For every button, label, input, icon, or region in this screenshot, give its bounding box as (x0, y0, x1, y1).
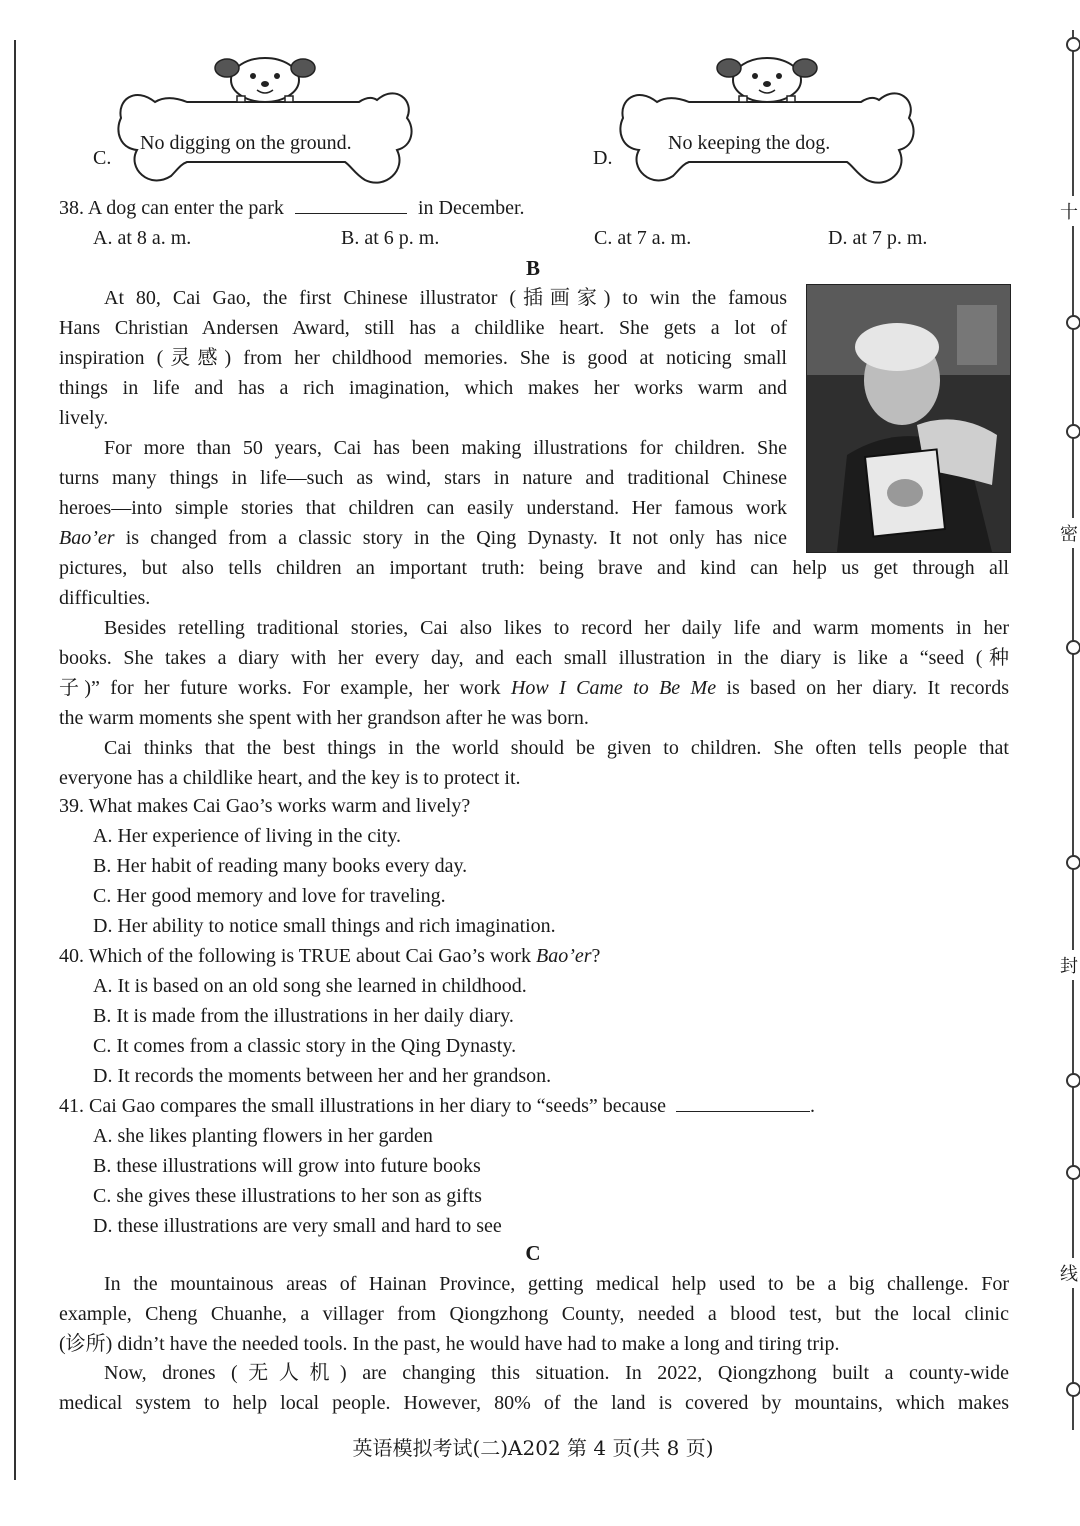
answer-blank (295, 195, 407, 214)
paragraph-line: example, Cheng Chuanhe, a villager from Qiongzhong County, needed a blood test, but the local clinic (59, 1303, 1009, 1325)
question-41-option-c: C. she gives these illustrations to her son as gifts (93, 1185, 482, 1207)
binding-char: 线 (1060, 1258, 1078, 1288)
binding-char: 密 (1060, 518, 1078, 548)
bone-sign-icon (617, 50, 917, 195)
binding-char: 封 (1060, 950, 1078, 980)
paragraph-text: is changed from a classic story in the Qing Dynasty. It not only has nice (114, 527, 787, 549)
book-title: How I Came to Be Me (510, 677, 717, 699)
question-text: 40. Which of the following is TRUE about Cai Gao’s work (59, 945, 536, 967)
question-41-stem (59, 1091, 1009, 1121)
question-39-option-a: A. Her experience of living in the city. (93, 825, 402, 847)
binding-hole (1066, 1165, 1080, 1180)
paragraph-line: In the mountainous areas of Hainan Province, getting medical help used to be a big challenge. For (104, 1273, 1009, 1295)
paragraph-line (59, 673, 1009, 703)
sign-text: No digging on the ground. (140, 132, 352, 154)
question-41-option-b: B. these illustrations will grow into future books (93, 1155, 481, 1177)
paragraph-line: Cai thinks that the best things in the world should be given to children. She often tells people that (104, 737, 1009, 759)
paragraph-line (59, 523, 787, 553)
question-40-option-a: A. It is based on an old song she learned in childhood. (93, 975, 527, 997)
binding-hole (1066, 640, 1080, 655)
binding-hole (1066, 315, 1080, 330)
question-40-option-b: B. It is made from the illustrations in her daily diary. (93, 1005, 514, 1027)
paragraph-line: everyone has a childlike heart, and the key is to protect it. (59, 767, 521, 789)
question-38-option-b: B. at 6 p. m. (341, 227, 440, 249)
paragraph-line: Besides retelling traditional stories, Cai also likes to record her daily life and warm moments in her (104, 617, 1009, 639)
sign-text: No keeping the dog. (668, 132, 831, 154)
paragraph-line: difficulties. (59, 587, 151, 609)
paragraph-text: 子)” for her future works. For example, her work (59, 677, 511, 699)
answer-blank (676, 1093, 810, 1112)
paragraph-line: inspiration (灵感) from her childhood memories. She is good at noticing small (59, 347, 787, 369)
sign-letter: C. (93, 147, 112, 169)
question-39-option-d: D. Her ability to notice small things and rich imagination. (93, 915, 556, 937)
puppy-icon (215, 58, 315, 102)
question-38-option-d: D. at 7 p. m. (828, 227, 928, 249)
paragraph-text: is based on her diary. It records (716, 677, 1009, 699)
section-heading-c: C (525, 1241, 541, 1265)
book-title: Bao’er (535, 945, 592, 967)
binding-hole (1066, 855, 1080, 870)
question-38-option-a: A. at 8 a. m. (93, 227, 192, 249)
question-39-option-b: B. Her habit of reading many books every day. (93, 855, 468, 877)
question-text: ? (591, 945, 601, 967)
paragraph-line: (诊所) didn’t have the needed tools. In the past, he would have had to make a long and tiring trip. (59, 1333, 840, 1355)
binding-line (1072, 30, 1074, 1430)
question-40-option-c: C. It comes from a classic story in the Qing Dynasty. (93, 1035, 517, 1057)
paragraph-line: heroes—into simple stories that children can easily understand. Her famous work (59, 497, 787, 519)
question-40-stem (59, 941, 1009, 971)
binding-hole (1066, 424, 1080, 439)
paragraph-line: the warm moments she spent with her grandson after he was born. (59, 707, 589, 729)
question-text: . (810, 1095, 816, 1117)
question-text: 41. Cai Gao compares the small illustrations in her diary to “seeds” because (59, 1095, 667, 1117)
paragraph-line: lively. (59, 407, 109, 429)
question-text: 38. A dog can enter the park (59, 197, 284, 219)
book-title: Bao’er (59, 527, 115, 549)
puppy-icon (717, 58, 817, 102)
question-41-option-d: D. these illustrations are very small and hard to see (93, 1215, 502, 1237)
question-39-stem: 39. What makes Cai Gao’s works warm and lively? (59, 795, 471, 817)
question-40-option-d: D. It records the moments between her and her grandson. (93, 1065, 552, 1087)
page-footer: 英语模拟考试(二)A202 第 4 页(共 8 页) (352, 1436, 714, 1460)
paragraph-line: medical system to help local people. However, 80% of the land is covered by mountains, which makes (59, 1392, 1009, 1414)
paragraph-line: pictures, but also tells children an important truth: being brave and kind can help us get through all (59, 557, 1009, 579)
paragraph-line: things in life and has a rich imagination, which makes her works warm and (59, 377, 787, 399)
question-38-option-c: C. at 7 a. m. (594, 227, 692, 249)
section-heading-b: B (525, 256, 540, 280)
paragraph-line: At 80, Cai Gao, the first Chinese illustrator (插画家) to win the famous (104, 287, 787, 309)
question-39-option-c: C. Her good memory and love for traveling. (93, 885, 446, 907)
paragraph-line: books. She takes a diary with her every day, and each small illustration in the diary is like a “seed (种 (59, 647, 1009, 669)
question-38-stem (59, 193, 1009, 223)
binding-hole (1066, 1073, 1080, 1088)
paragraph-line: Hans Christian Andersen Award, still has a childlike heart. She gets a lot of (59, 317, 787, 339)
binding-char: 十 (1060, 196, 1078, 226)
binding-hole (1066, 1382, 1080, 1397)
sign-letter: D. (593, 147, 613, 169)
paragraph-line: Now, drones (无人机) are changing this situation. In 2022, Qiongzhong built a county-wide (104, 1362, 1009, 1384)
question-text: in December. (417, 197, 525, 219)
paragraph-line: For more than 50 years, Cai has been making illustrations for children. She (104, 437, 787, 459)
paragraph-line: turns many things in life—such as wind, stars in nature and traditional Chinese (59, 467, 787, 489)
bone-sign-icon (115, 50, 415, 195)
binding-hole (1066, 37, 1080, 52)
question-41-option-a: A. she likes planting flowers in her garden (93, 1125, 433, 1147)
